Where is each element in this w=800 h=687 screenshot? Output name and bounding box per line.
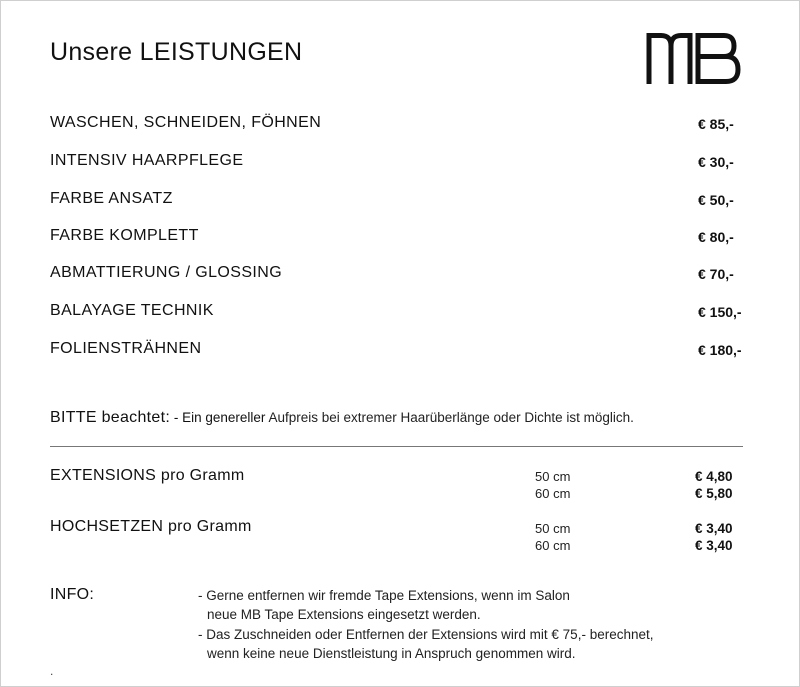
- service-price: € 70,-: [698, 266, 734, 282]
- note-label: BITTE beachtet:: [50, 409, 171, 426]
- service-price: € 150,-: [698, 304, 742, 320]
- note-prefix: - Ein genereller: [173, 410, 266, 425]
- service-price: € 80,-: [698, 229, 734, 245]
- service-name: FARBE ANSATZ: [50, 190, 173, 207]
- extensions-title: EXTENSIONS pro Gramm: [50, 467, 245, 484]
- service-price: € 85,-: [698, 116, 734, 132]
- service-name: ABMATTIERUNG / GLOSSING: [50, 264, 283, 281]
- info-line: neue MB Tape Extensions eingesetzt werden.: [207, 607, 481, 622]
- footer-mark: .: [50, 664, 54, 678]
- service-name: FOLIENSTRÄHNEN: [50, 340, 202, 357]
- hochsetzen-price: € 3,40: [695, 538, 733, 553]
- hochsetzen-length: 50 cm: [535, 521, 571, 536]
- extension-price: € 5,80: [695, 486, 733, 501]
- hochsetzen-length: 60 cm: [535, 538, 571, 553]
- info-line: - Gerne entfernen wir fremde Tape Extensions, wenn im Salon: [198, 588, 570, 603]
- service-name: WASCHEN, SCHNEIDEN, FÖHNEN: [50, 114, 322, 131]
- service-price: € 50,-: [698, 192, 734, 208]
- service-price: € 180,-: [698, 342, 742, 358]
- page-title: Unsere LEISTUNGEN: [50, 38, 303, 66]
- info-label: INFO:: [50, 586, 95, 603]
- extension-length: 60 cm: [535, 486, 571, 501]
- hochsetzen-title: HOCHSETZEN pro Gramm: [50, 518, 252, 535]
- info-line: - Das Zuschneiden oder Entfernen der Extensions wird mit € 75,- berechnet,: [198, 627, 654, 642]
- info-line: wenn keine neue Dienstleistung in Anspruch genommen wird.: [207, 646, 576, 661]
- service-price: € 30,-: [698, 154, 734, 170]
- note-text: Aufpreis bei extremer Haarüberlänge oder Dichte ist möglich.: [268, 410, 634, 425]
- service-name: FARBE KOMPLETT: [50, 227, 199, 244]
- surcharge-note: [50, 409, 634, 427]
- extension-length: 50 cm: [535, 469, 571, 484]
- mb-logo: [646, 30, 742, 91]
- service-name: INTENSIV HAARPFLEGE: [50, 152, 244, 169]
- extension-price: € 4,80: [695, 469, 733, 484]
- section-divider: [50, 446, 743, 447]
- hochsetzen-price: € 3,40: [695, 521, 733, 536]
- service-name: BALAYAGE TECHNIK: [50, 302, 214, 319]
- mb-logo-graphic: [646, 30, 742, 86]
